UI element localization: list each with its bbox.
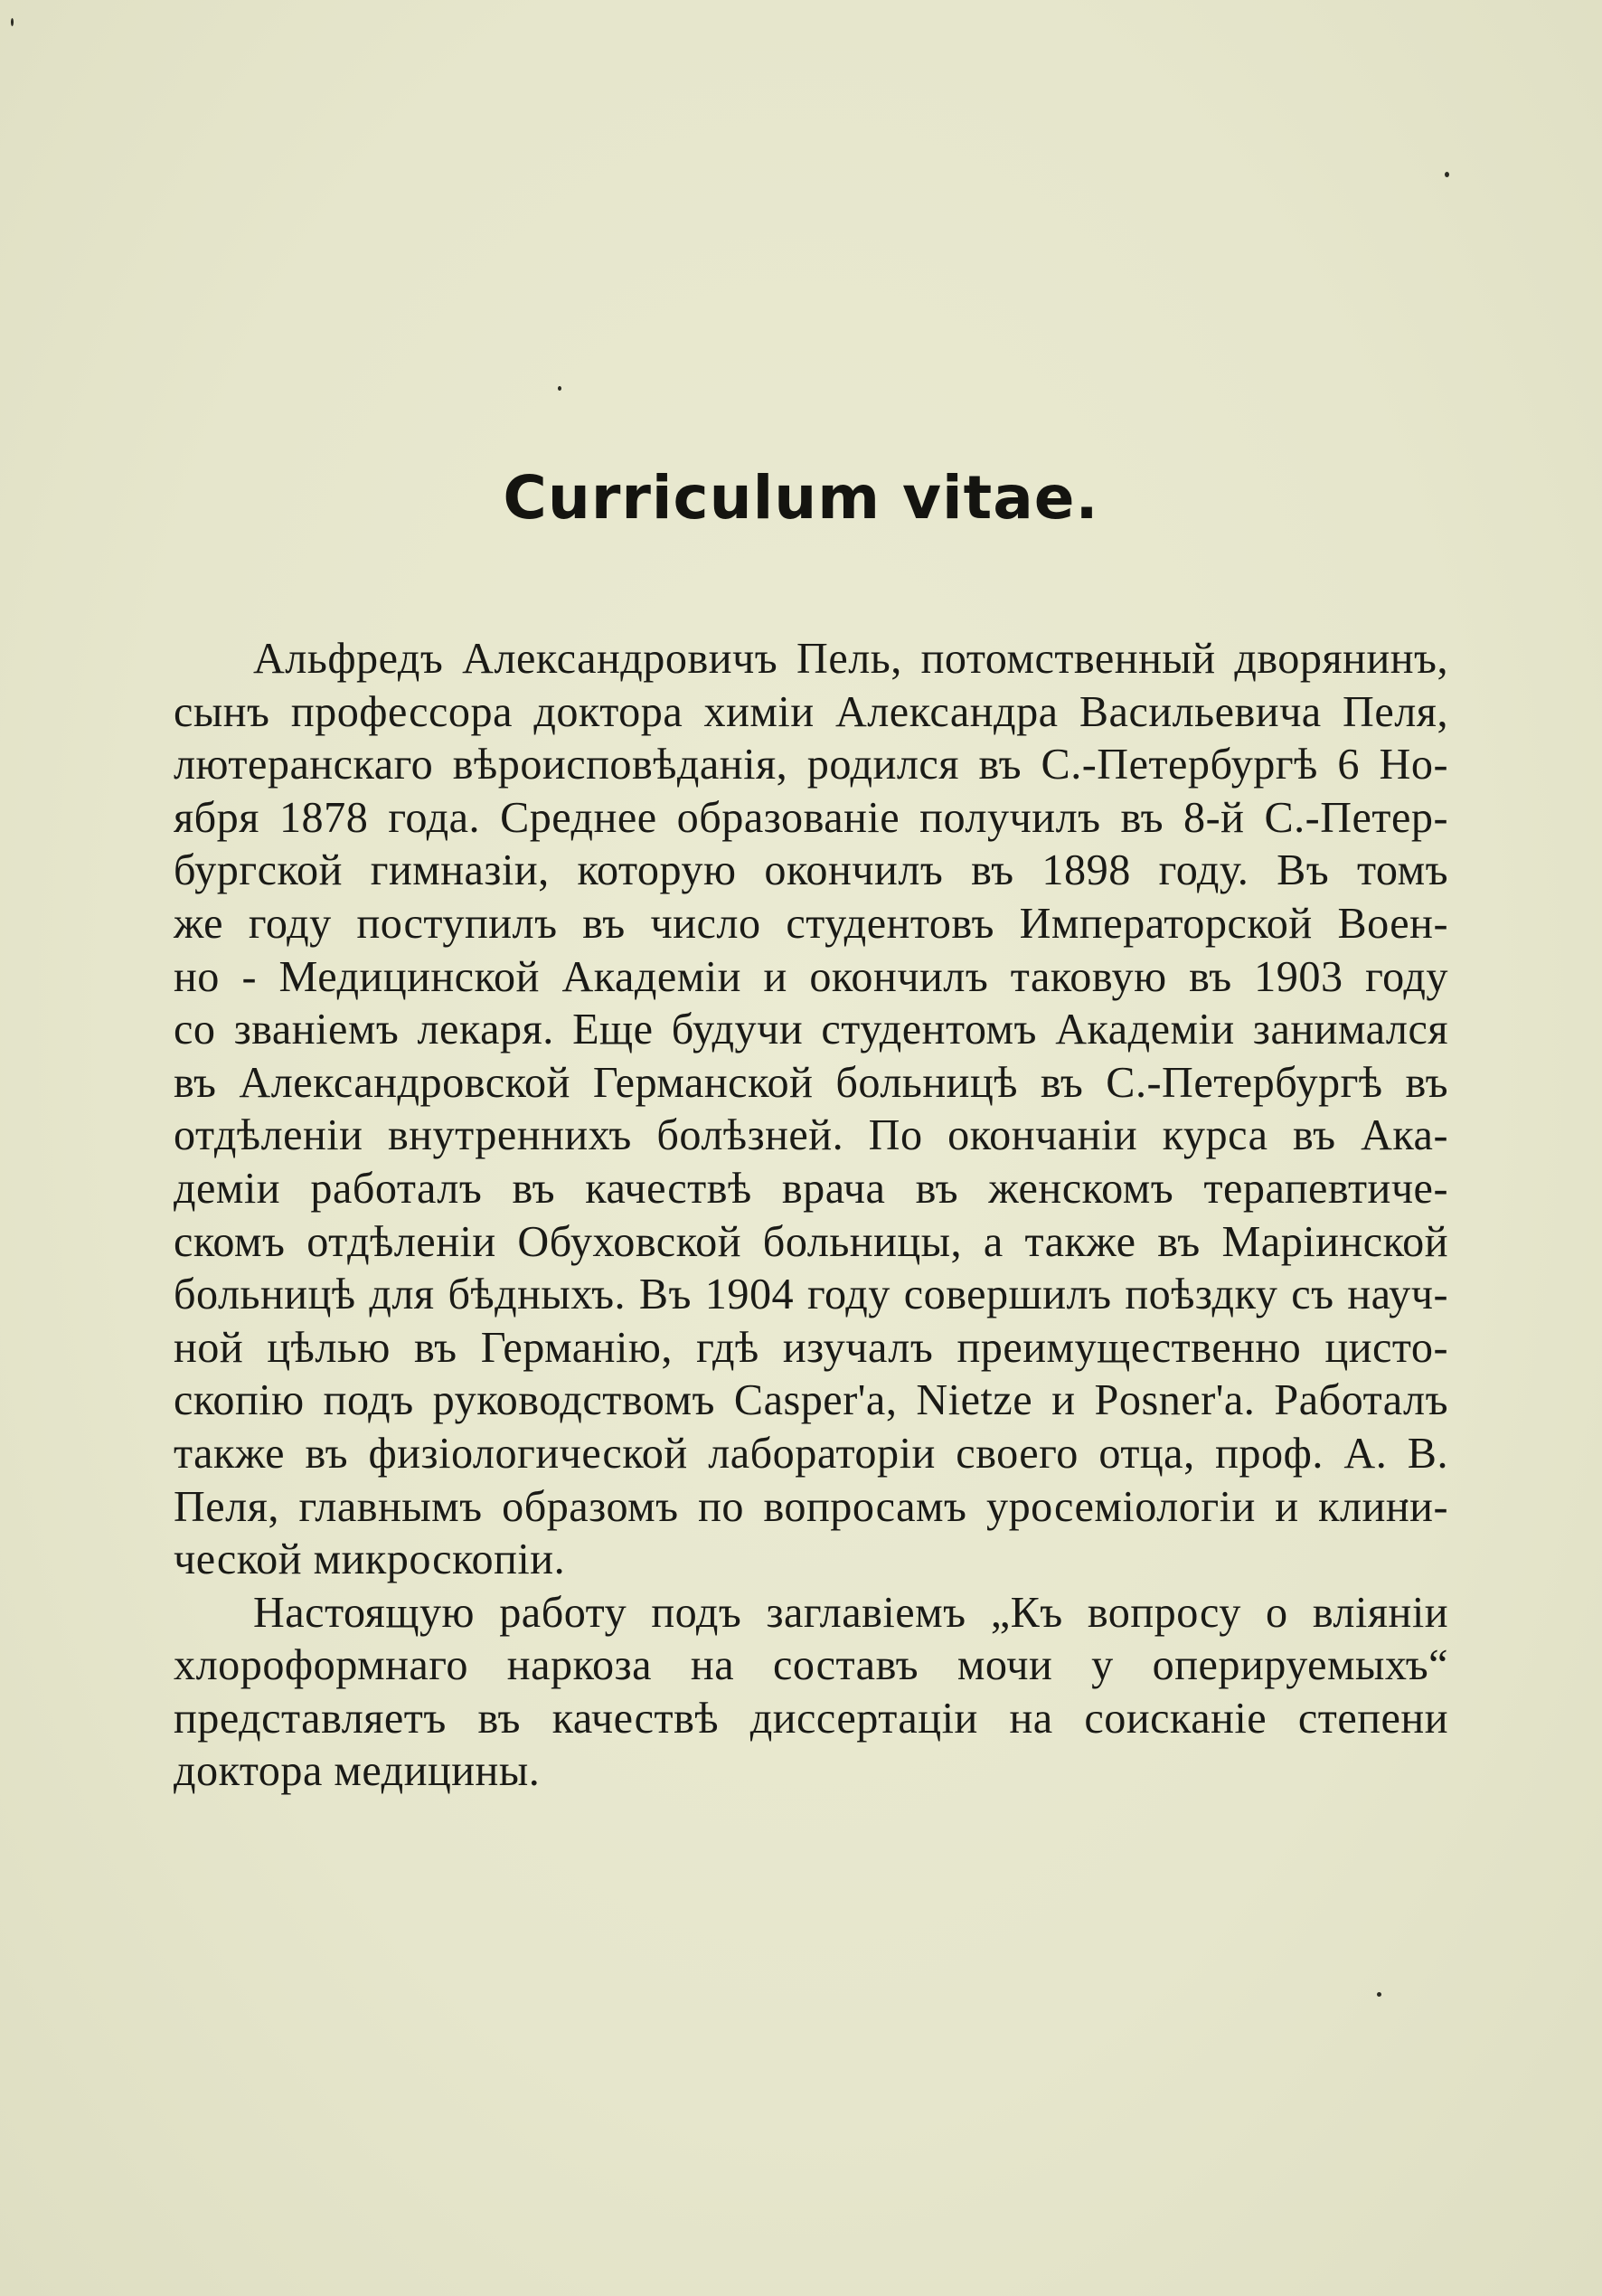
text-line: же году поступилъ въ число студентовъ Императорской Воен-: [174, 899, 1448, 948]
text-line: сынъ профессора доктора химіи Александра Васильевича Пеля,: [174, 687, 1448, 736]
text-line: также въ физіологической лабораторіи своего отца, проф. А. В.: [174, 1429, 1448, 1478]
ink-speck: [1445, 172, 1449, 177]
text-line: лютеранскаго вѣроисповѣданія, родился въ С.-Петербургѣ 6 Но-: [174, 741, 1448, 789]
text-line: Пеля, главнымъ образомъ по вопросамъ уросеміологіи и клини-: [174, 1482, 1448, 1531]
ink-speck: [11, 18, 14, 26]
paragraph-1: [174, 633, 1448, 1587]
text-line: въ Александровской Германской больницѣ въ С.-Петербургѣ въ: [174, 1058, 1448, 1107]
text-line: доктора медицины.: [174, 1747, 541, 1796]
text-line: представляетъ въ качествѣ диссертаціи на соисканіе степени: [174, 1694, 1448, 1743]
body-text: [174, 633, 1448, 1799]
text-line: со званіемъ лекаря. Еще будучи студентомъ Академіи занимался: [174, 1006, 1448, 1054]
text-line: ной цѣлью въ Германію, гдѣ изучалъ преимущественно цисто-: [174, 1323, 1448, 1372]
text-line: ческой микроскопіи.: [174, 1535, 566, 1584]
text-line: отдѣленіи внутреннихъ болѣзней. По окончаніи курса въ Ака-: [174, 1111, 1448, 1160]
text-line: но - Медицинской Академіи и окончилъ таковую въ 1903 году: [174, 952, 1448, 1001]
text-line: Альфредъ Александровичъ Пель, потомственный дворянинъ,: [253, 635, 1448, 683]
text-line: ября 1878 года. Среднее образованіе получилъ въ 8-й С.-Петер-: [174, 793, 1448, 842]
text-line: больницѣ для бѣдныхъ. Въ 1904 году совершилъ поѣздку съ науч-: [174, 1271, 1448, 1319]
ink-speck: [1377, 1992, 1381, 1997]
paragraph-2: [174, 1587, 1448, 1799]
text-line: скомъ отдѣленіи Обуховской больницы, а также въ Маріинской: [174, 1217, 1448, 1266]
text-line: бургской гимназіи, которую окончилъ въ 1898 году. Въ томъ: [174, 846, 1448, 895]
text-line: скопію подъ руководствомъ Casper'а, Nietze и Posner'а. Работалъ: [174, 1376, 1448, 1425]
text-line: хлороформнаго наркоза на составъ мочи у оперируемыхъ“: [174, 1641, 1448, 1690]
page-title: Curriculum vitae.: [503, 463, 1099, 533]
text-line: деміи работалъ въ качествѣ врача въ женскомъ терапевтиче-: [174, 1164, 1448, 1213]
ink-speck: [558, 386, 561, 391]
text-line: Настоящую работу подъ заглавіемъ „Къ вопросу о вліяніи: [253, 1588, 1448, 1637]
